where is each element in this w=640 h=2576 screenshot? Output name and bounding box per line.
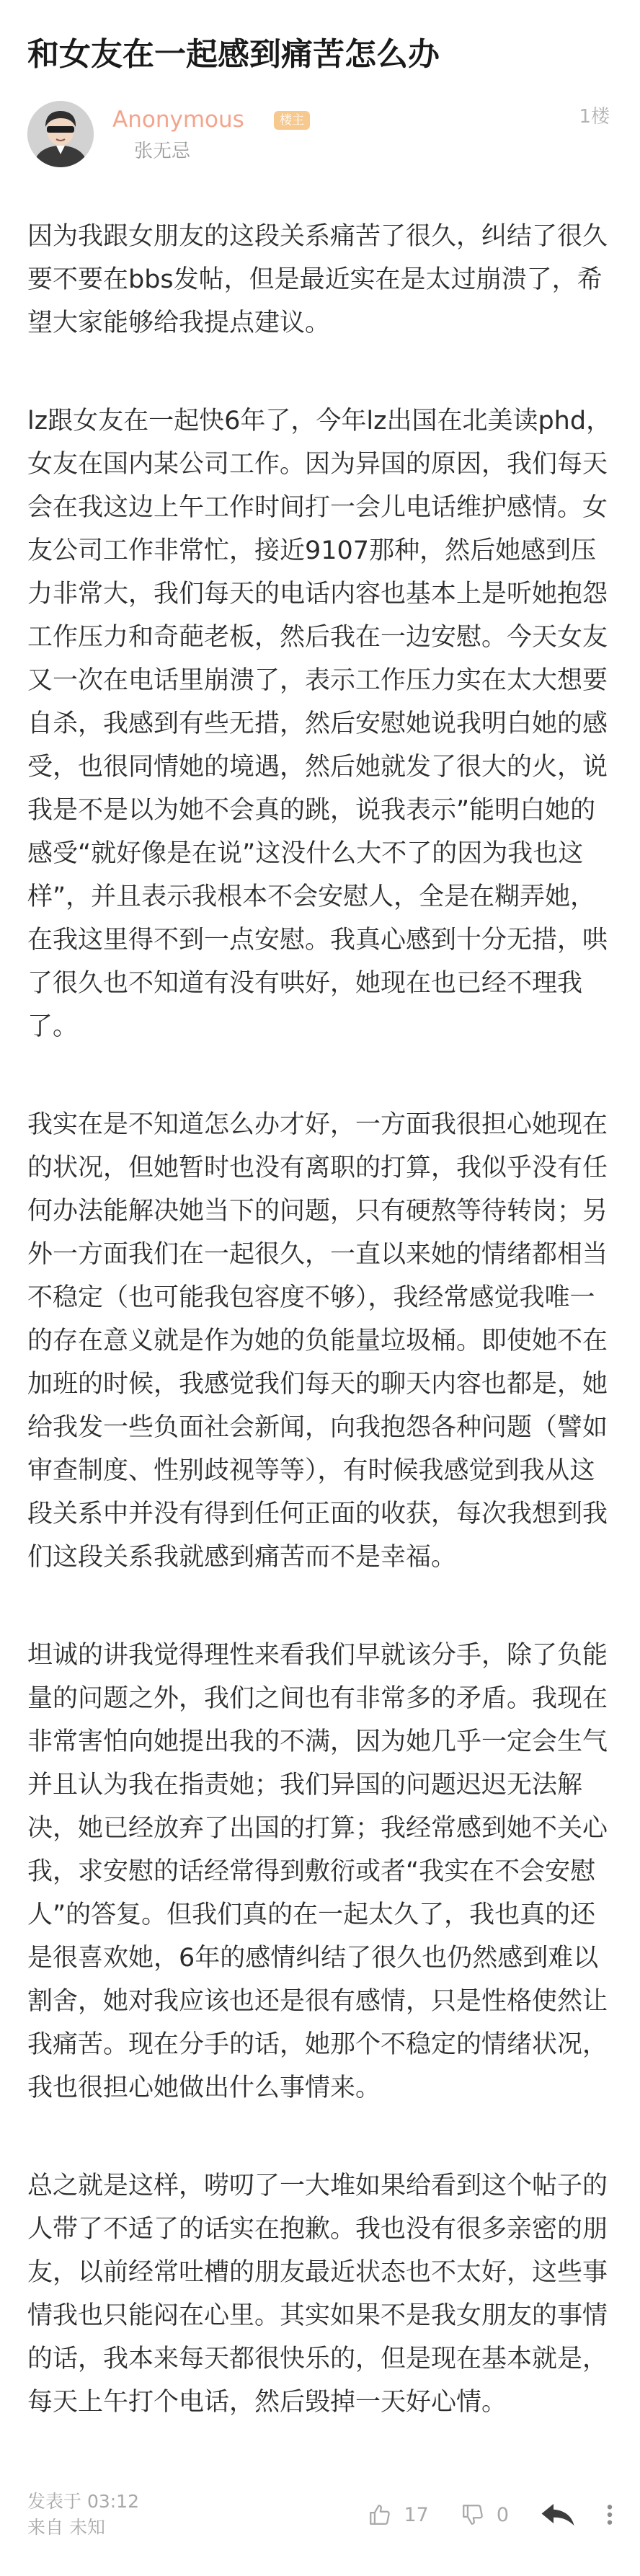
post-source: 来自 未知 xyxy=(27,2517,105,2538)
post-actions xyxy=(336,2493,613,2536)
post-paragraph: 总之就是这样，唠叨了一大堆如果给看到这个帖子的人带了不适了的话实在抱歉。我也没有很多亲密的朋友，以前经常吐槽的朋友最近状态也不太好，这些事情我也只能闷在心里。其实如果不是我女朋友的事情的话，我本来每天都很快乐的，但是现在基本就是，每天上午打个电话，然后毁掉一天好心情。 xyxy=(27,2172,608,2417)
op-badge: 楼主 xyxy=(274,111,310,130)
reply-arrow-icon xyxy=(541,2502,575,2527)
post-content xyxy=(27,215,613,2424)
post-title: 和女友在一起感到痛苦怎么办 xyxy=(27,36,440,73)
author-name[interactable]: Anonymous xyxy=(112,107,244,133)
post-paragraph: 坦诚的讲我觉得理性来看我们早就该分手，除了负能量的问题之外，我们之间也有非常多的矛盾。我现在非常害怕向她提出我的不满，因为她几乎一定会生气并且认为我在指责她；我们异国的问题迟迟无法解决，她已经放弃了出国的打算；我经常感到她不关心我，求安慰的话经常得到敷衍或者“我实在不会安慰人”的答复。但我们真的在一起太久了，我也真的还是很喜欢她，6年的感情纠结了很久也仍然感到难以割舍，她对我应该也还是很有感情，只是性格使然让我痛苦。现在分手的话，她那个不稳定的情绪状况，我也很担心她做出什么事情来。 xyxy=(27,1641,608,2102)
post-paragraph: 我实在是不知道怎么办才好，一方面我很担心她现在的状况，但她暂时也没有离职的打算，我似乎没有任何办法能解决她当下的问题，只有硬熬等待转岗；另外一方面我们在一起很久，一直以来她的情绪都相当不稳定（也可能我包容度不够），我经常感觉我唯一的存在意义就是作为她的负能量垃圾桶。即使她不在加班的时候，我感觉我们每天的聊天内容也都是，她给我发一些负面社会新闻，向我抱怨各种问题（譬如审查制度、性别歧视等等），有时候我感觉到我从这段关系中并没有得到任何正面的收获，每次我想到我们这段关系我就感到痛苦而不是幸福。 xyxy=(27,1110,608,1572)
post-paragraph: lz跟女友在一起快6年了，今年lz出国在北美读phd，女友在国内某公司工作。因为异国的原因，我们每天会在我这边上午工作时间打一会儿电话维护感情。女友公司工作非常忙，接近9107那种，然后她感到压力非常大，我们每天的电话内容也基本上是听她抱怨工作压力和奇葩老板，然后我在一边安慰。今天女友又一次在电话里崩溃了，表示工作压力实在太大想要自杀，我感到有些无措，然后安慰她说我明白她的感受，也很同情她的境遇，然后她就发了很大的火，说我是不是以为她不会真的跳，说我表示”能明白她的感受“就好像是在说”这没什么大不了的因为我也这样”，并且表示我根本不会安慰人，全是在糊弄她，在我这里得不到一点安慰。我真心感到十分无措，哄了很久也不知道有没有哄好，她现在也已经不理我了。 xyxy=(27,407,612,1041)
post-paragraph: 因为我跟女朋友的这段关系痛苦了很久，纠结了很久要不要在bbs发帖，但是最近实在是太过崩溃了，希望大家能够给我提点建议。 xyxy=(27,222,608,337)
more-options-icon[interactable] xyxy=(607,2502,613,2527)
like-count: 17 xyxy=(404,2503,429,2526)
post-meta xyxy=(27,2489,139,2541)
author-row xyxy=(27,101,613,173)
post-time: 发表于 03:12 xyxy=(27,2491,139,2512)
author-subtitle: 张无忌 xyxy=(134,141,191,162)
like-button[interactable] xyxy=(368,2502,428,2527)
reply-button[interactable] xyxy=(541,2502,575,2527)
floor-number: 1楼 xyxy=(579,106,610,128)
dislike-count: 0 xyxy=(496,2503,509,2526)
thumbs-down-icon xyxy=(461,2502,485,2527)
dislike-button[interactable] xyxy=(461,2502,509,2527)
post-footer xyxy=(27,2489,613,2554)
thumbs-up-icon xyxy=(368,2502,392,2527)
masked-avatar-icon[interactable] xyxy=(27,101,94,167)
